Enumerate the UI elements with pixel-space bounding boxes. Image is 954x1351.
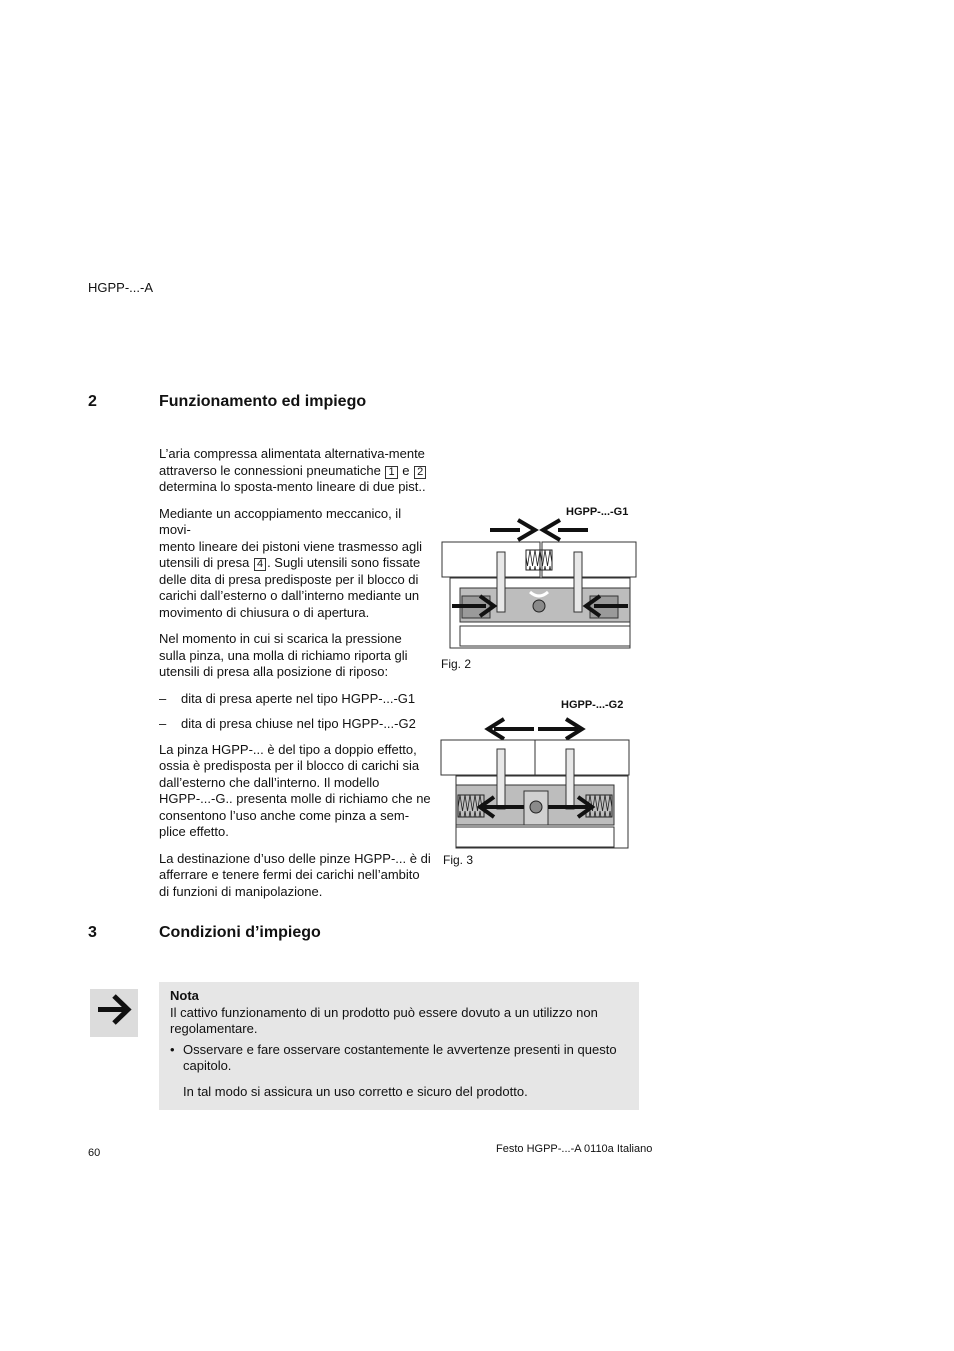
paragraph-1: L’aria compressa alimentata alternativa-mente attraverso le connessioni pneumatiche 1 e 2 determina lo sposta-mento lineare di due pist.. bbox=[159, 446, 426, 494]
footer-doc-info: Festo HGPP-...-A 0110a Italiano bbox=[496, 1143, 653, 1155]
fig2-caption: Fig. 2 bbox=[441, 657, 472, 671]
note-box bbox=[159, 982, 639, 1110]
port-ref-1: 1 bbox=[385, 466, 397, 479]
arrow-left-icon bbox=[488, 719, 534, 739]
list-item: – dita di presa chiuse nel tipo HGPP-...-G2 bbox=[159, 716, 416, 731]
section-number: 2 bbox=[88, 393, 97, 410]
arrow-right-icon bbox=[90, 989, 138, 1037]
arrow-right-icon bbox=[538, 719, 582, 739]
section-body bbox=[159, 446, 434, 910]
paragraph-3: Nel momento in cui si scarica la pressione sulla pinza, una molla di richiamo riporta gli utensili di presa alla posizione di riposo: bbox=[159, 631, 408, 679]
port-ref-2: 2 bbox=[414, 466, 426, 479]
arrow-right-icon bbox=[490, 520, 535, 540]
note-text: Il cattivo funzionamento di un prodotto può essere dovuto a un utilizzo non regolamentare. bbox=[170, 1004, 598, 1036]
note-title: Nota bbox=[170, 988, 199, 1003]
tool-ref-4: 4 bbox=[254, 558, 266, 571]
document-code: HGPP-...-A bbox=[88, 280, 154, 295]
fig3-caption: Fig. 3 bbox=[443, 853, 474, 867]
arrow-left-icon bbox=[543, 520, 588, 540]
fig2-label: HGPP-...-G1 bbox=[566, 506, 629, 518]
fig3-label: HGPP-...-G2 bbox=[561, 699, 624, 711]
section-title: Funzionamento ed impiego bbox=[159, 393, 367, 410]
paragraph-5: La destinazione d’uso delle pinze HGPP-... è di afferrare e tenere fermi dei carichi nell’ambito di funzioni di manipolazione. bbox=[159, 850, 431, 899]
list-item: – dita di presa aperte nel tipo HGPP-...-G1 bbox=[159, 690, 416, 706]
note-after-text: In tal modo si assicura un uso corretto e sicuro del prodotto. bbox=[183, 1083, 528, 1099]
section-title: Condizioni d’impiego bbox=[159, 924, 321, 941]
page-number: 60 bbox=[88, 1147, 101, 1159]
note-bullet: • Osservare e fare osservare costantemente le avvertenze presenti in questo capitolo. bbox=[170, 1041, 617, 1073]
gripper-g1-diagram bbox=[440, 518, 640, 652]
note-icon-container bbox=[90, 989, 138, 1037]
paragraph-2: Mediante un accoppiamento meccanico, il movi- mento lineare dei pistoni viene trasmesso agli utensili di presa 4 . Sugli utensili sono fissate delle dita di presa predisposte per il blocco di carichi dall’esterno o dall’interno mediante un movimento di chiusura o di apertura. bbox=[159, 505, 423, 620]
section-number: 3 bbox=[88, 924, 97, 941]
paragraph-4: La pinza HGPP-... è del tipo a doppio effetto, ossia è predisposta per il blocco di carichi sia dall’esterno che dall’interno. Il modello HGPP-...-G.. presenta molle di richiamo che ne consentono l’uso anche come pinza a sem- plice effetto. bbox=[159, 741, 431, 839]
gripper-g2-diagram bbox=[440, 715, 632, 851]
